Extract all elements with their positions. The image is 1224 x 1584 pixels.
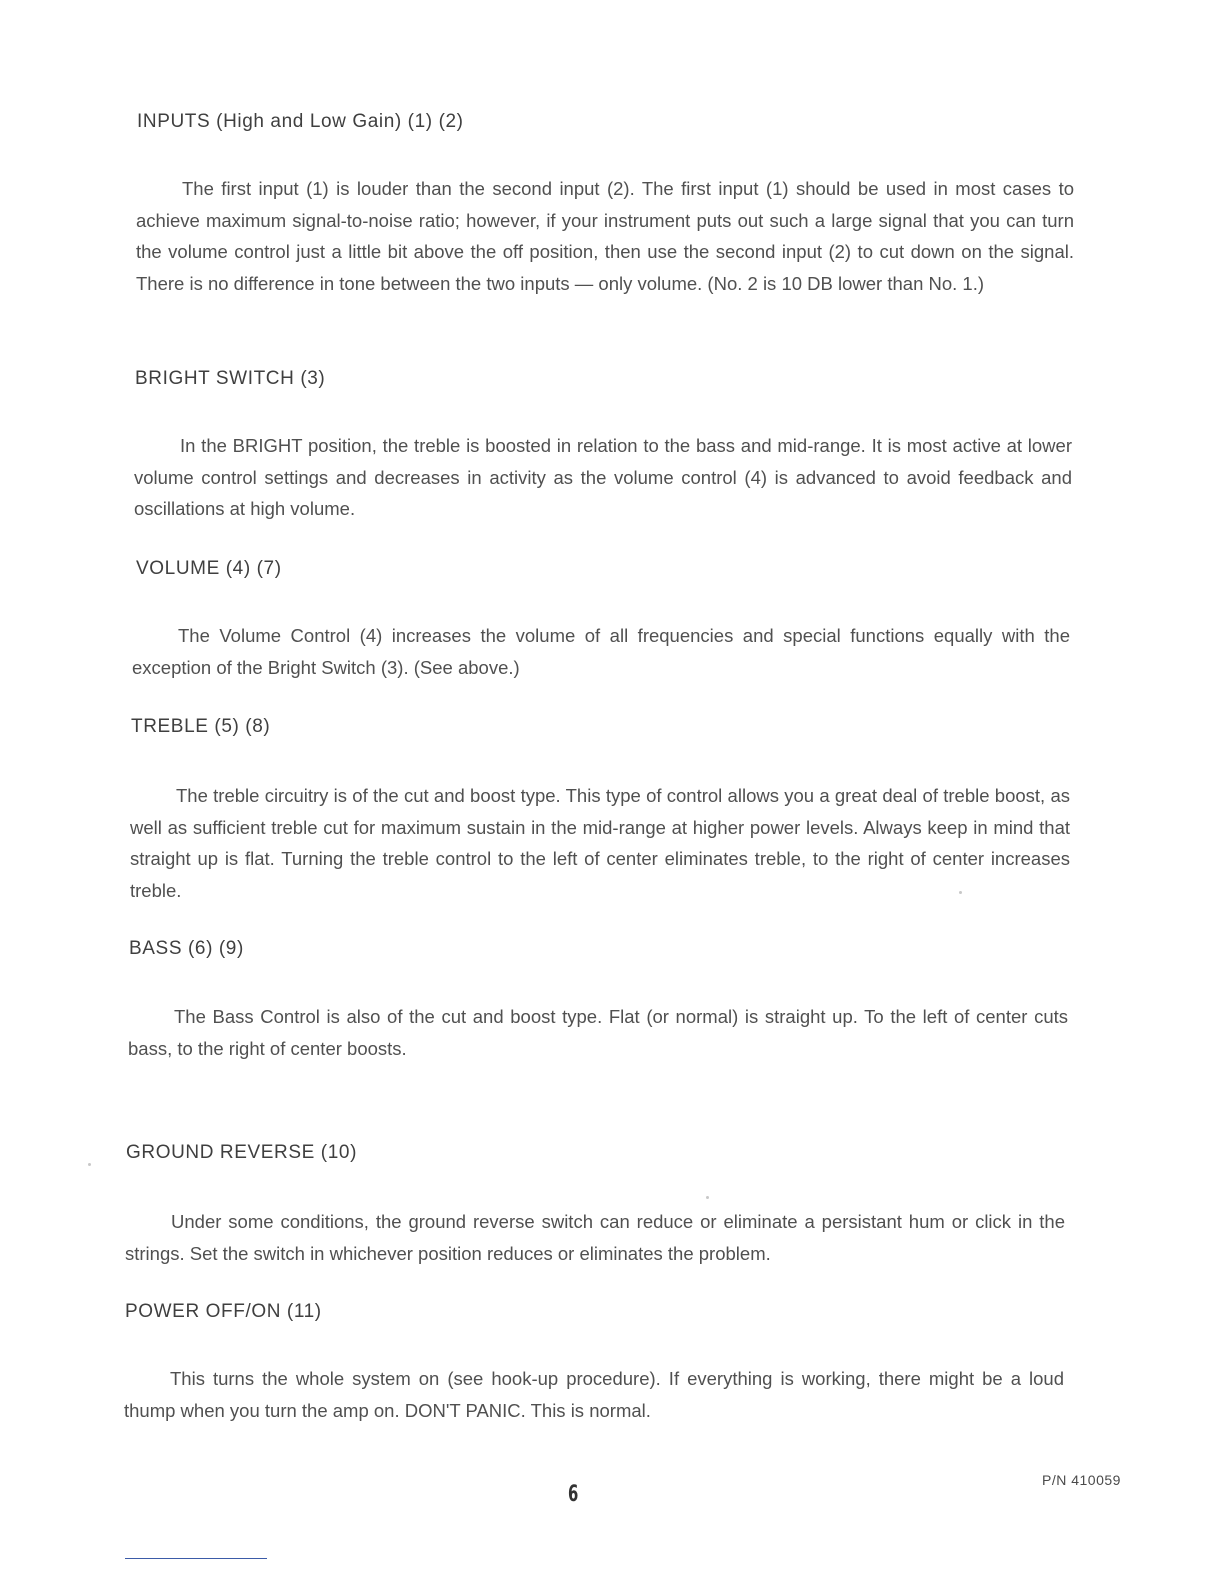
page-number: 6 bbox=[568, 1482, 579, 1507]
paragraph-ground-reverse bbox=[125, 1206, 1065, 1269]
scan-speck bbox=[959, 891, 962, 894]
scan-speck bbox=[88, 1163, 91, 1166]
paragraph-bright-switch bbox=[134, 430, 1072, 525]
paragraph-volume-text: The Volume Control (4) increases the volume of all frequencies and special functions equally with the exception of the Bright Switch (3). (See above.) bbox=[132, 625, 1070, 678]
scan-speck bbox=[706, 1196, 709, 1199]
paragraph-ground-reverse-text: Under some conditions, the ground reverse switch can reduce or eliminate a persistant hum or click in the strings. Set the switch in whichever position reduces or eliminates the problem. bbox=[125, 1211, 1065, 1264]
heading-power: POWER OFF/ON (11) bbox=[125, 1301, 322, 1322]
paragraph-treble-text: The treble circuitry is of the cut and boost type. This type of control allows you a great deal of treble boost, as well as sufficient treble cut for maximum sustain in the mid-range at higher power levels. Always keep in mind that straight up is flat. Turning the treble control to the left of center eliminates treble, to the right of center increases treble. bbox=[130, 785, 1070, 901]
heading-inputs: INPUTS (High and Low Gain) (1) (2) bbox=[137, 111, 464, 132]
heading-bass: BASS (6) (9) bbox=[129, 938, 244, 959]
paragraph-bass-text: The Bass Control is also of the cut and boost type. Flat (or normal) is straight up. To the left of center cuts bass, to the right of center boosts. bbox=[128, 1006, 1068, 1059]
paragraph-inputs-text: The first input (1) is louder than the second input (2). The first input (1) should be used in most cases to achieve maximum signal-to-noise ratio; however, if your instrument puts out such a large signal that you can turn the volume control just a little bit above the off position, then use the second input (2) to cut down on the signal. There is no difference in tone between the two inputs — only volume. (No. 2 is 10 DB lower than No. 1.) bbox=[136, 178, 1074, 294]
paragraph-power-text: This turns the whole system on (see hook-up procedure). If everything is working, there might be a loud thump when you turn the amp on. DON'T PANIC. This is normal. bbox=[124, 1368, 1064, 1421]
paragraph-bright-switch-text: In the BRIGHT position, the treble is boosted in relation to the bass and mid-range. It is most active at lower volume control settings and decreases in activity as the volume control (4) is advanced to avoid feedback and oscillations at high volume. bbox=[134, 435, 1072, 519]
heading-treble: TREBLE (5) (8) bbox=[131, 716, 271, 737]
heading-ground-reverse: GROUND REVERSE (10) bbox=[126, 1142, 357, 1163]
paragraph-bass bbox=[128, 1001, 1068, 1064]
bottom-rule bbox=[125, 1558, 267, 1559]
paragraph-inputs bbox=[136, 173, 1074, 299]
paragraph-treble bbox=[130, 780, 1070, 906]
paragraph-power bbox=[124, 1363, 1064, 1426]
heading-bright-switch: BRIGHT SWITCH (3) bbox=[135, 368, 326, 389]
paragraph-volume bbox=[132, 620, 1070, 683]
heading-volume: VOLUME (4) (7) bbox=[136, 558, 282, 579]
part-number: P/N 410059 bbox=[1042, 1472, 1121, 1488]
